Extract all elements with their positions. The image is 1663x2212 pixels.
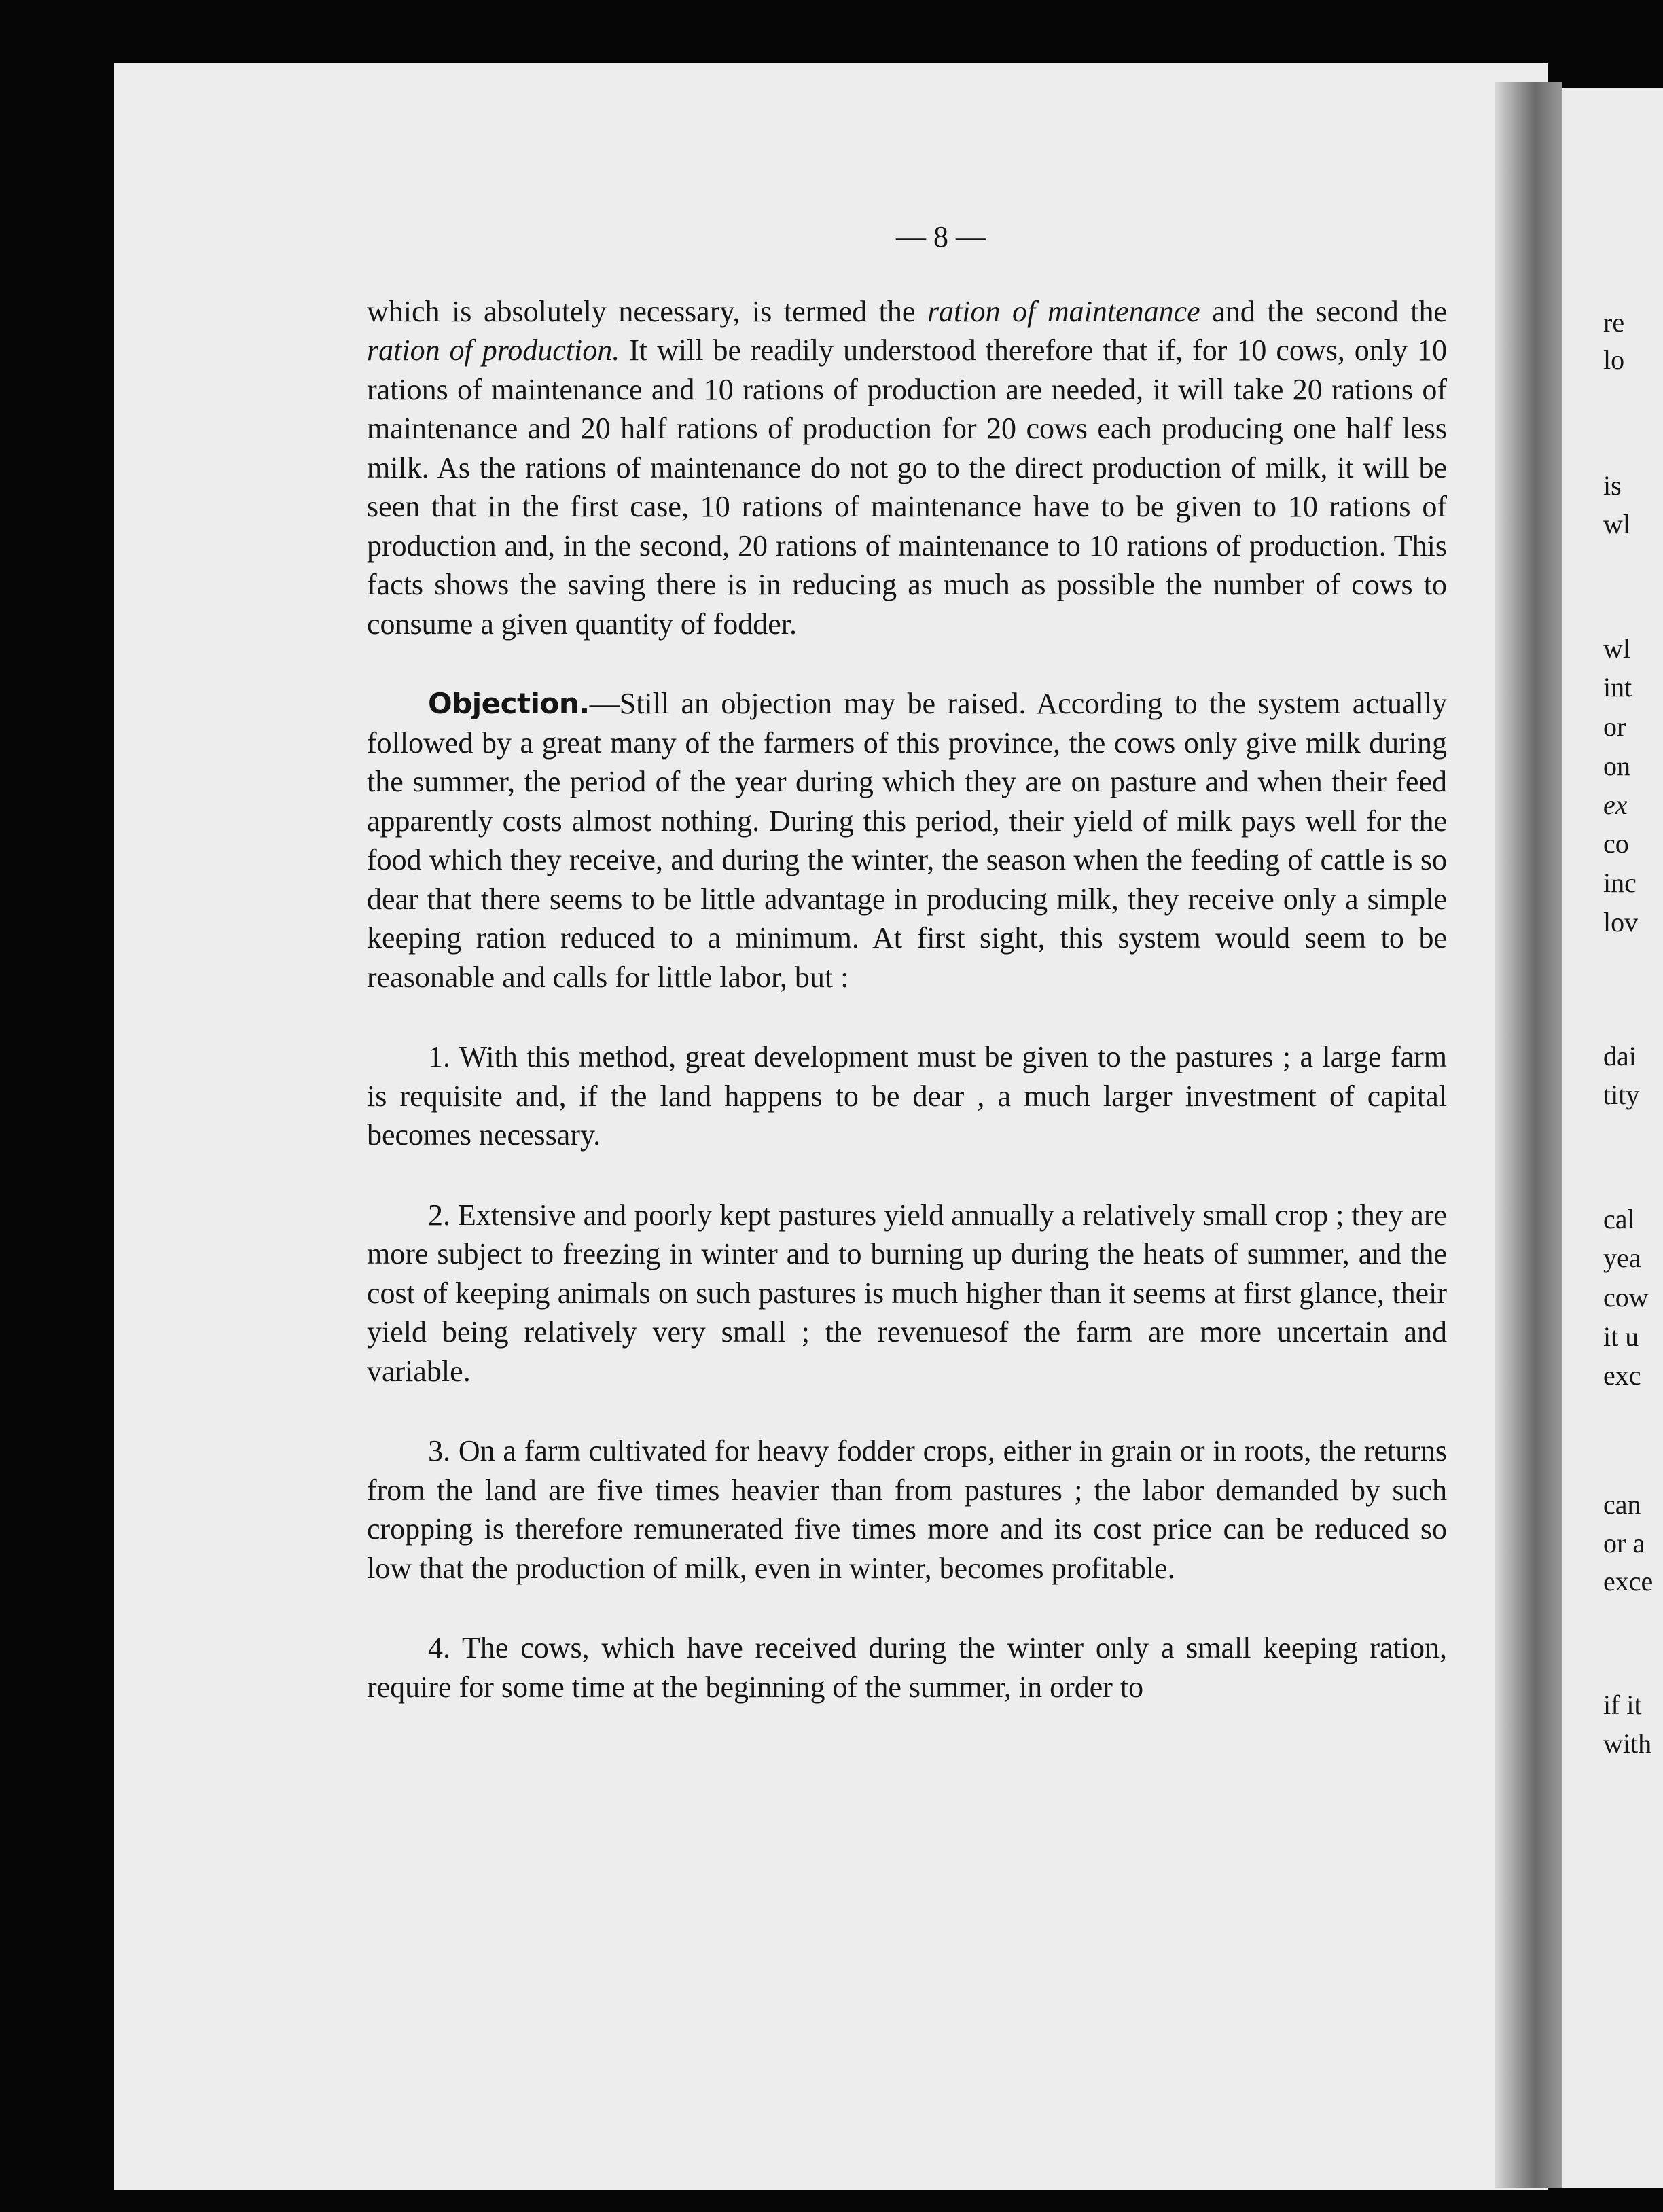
facing-fragment: inc: [1603, 868, 1637, 898]
point-1: 1. With this method, great development must be given to the pastures ; a large farm is requisite and, if the land happens to be dear , a much larger investment of capital becomes necessary.: [367, 1040, 1447, 1152]
facing-fragment: on: [1603, 751, 1630, 781]
facing-page-edge: [1562, 88, 1663, 2188]
facing-fragment: int: [1603, 672, 1632, 702]
facing-fragment: wl: [1603, 509, 1630, 539]
facing-fragment: wl: [1603, 633, 1630, 664]
facing-fragment: exce: [1603, 1566, 1653, 1596]
term-ration-of-maintenance: ration of maintenance: [927, 294, 1200, 328]
page-text-block: [367, 217, 1447, 1707]
paragraph-rations-lead: which is absolutely necessary, is termed the: [367, 294, 927, 328]
paragraph-rations: [367, 292, 1447, 644]
point-3: 3. On a farm cultivated for heavy fodder crops, either in grain or in roots, the returns from the land are five times heavier than from pastures ; the labor demanded by such cropping is therefore remunerated five times more and its cost price can be reduced so low that the production of milk, even in winter, becomes profitable.: [367, 1434, 1447, 1585]
facing-fragment: it u: [1603, 1321, 1639, 1352]
paragraph-objection: [367, 684, 1447, 997]
page-gutter-shadow: [1495, 82, 1562, 2188]
facing-fragment: co: [1603, 828, 1629, 859]
objection-text: —Still an objection may be raised. According to the system actually followed by a great many of the farmers of this province, the cows only give milk during the summer, the period of the year during which they are on pasture and when their feed apparently costs almost nothing. During this period, their yield of milk pays well for the food which they receive, and during the winter, the season when the feeding of cattle is so dear that there seems to be little advantage in producing milk, they receive only a simple keeping ration reduced to a minimum. At first sight, this system would seem to be reasonable and calls for little labor, but :: [367, 687, 1447, 994]
facing-fragment: lo: [1603, 344, 1625, 375]
point-4: 4. The cows, which have received during the winter only a small keeping ration, require for some time at the beginning of the summer, in order to: [367, 1631, 1447, 1704]
facing-fragment: cow: [1603, 1282, 1649, 1313]
facing-fragment: exc: [1603, 1360, 1641, 1391]
facing-fragment: cal: [1603, 1204, 1635, 1234]
facing-fragment: ex: [1603, 789, 1628, 820]
facing-fragment: or a: [1603, 1528, 1645, 1558]
facing-fragment: can: [1603, 1489, 1641, 1520]
objection-heading: Objection.: [428, 687, 590, 720]
point-2: 2. Extensive and poorly kept pastures yield annually a relatively small crop ; they are more subject to freezing in winter and to burning up during the heats of summer, and the cost of keeping animals on such pastures is much higher than it seems at first glance, their yield being relatively very small ; the revenuesof the farm are more uncertain and variable.: [367, 1198, 1447, 1388]
term-ration-of-production: ration of production.: [367, 334, 620, 367]
facing-fragment: if it: [1603, 1690, 1642, 1720]
facing-fragment: lov: [1603, 907, 1639, 938]
facing-fragment: tity: [1603, 1080, 1640, 1110]
paragraph-rations-mid: and the second the: [1200, 294, 1448, 328]
page-number: — 8 —: [896, 220, 986, 253]
facing-fragment: dai: [1603, 1041, 1637, 1071]
paragraph-rations-rest: It will be readily understood therefore that if, for 10 cows, only 10 rations of maintenance and 10 rations of production are needed, it will take 20 rations of maintenance and 20 half rations of production for 20 cows each producing one half less milk. As the rations of maintenance do not go to the direct production of milk, it will be seen that in the first case, 10 rations of maintenance have to be given to 10 rations of production and, in the second, 20 rations of maintenance to 10 rations of production. This facts shows the saving there is in reducing as much as possible the number of cows to consume a given quantity of fodder.: [367, 334, 1447, 641]
facing-fragment: with: [1603, 1728, 1652, 1759]
facing-fragment: or: [1603, 711, 1626, 742]
facing-fragment: re: [1603, 307, 1625, 338]
facing-fragment: is: [1603, 470, 1622, 501]
facing-fragment: yea: [1603, 1243, 1641, 1273]
